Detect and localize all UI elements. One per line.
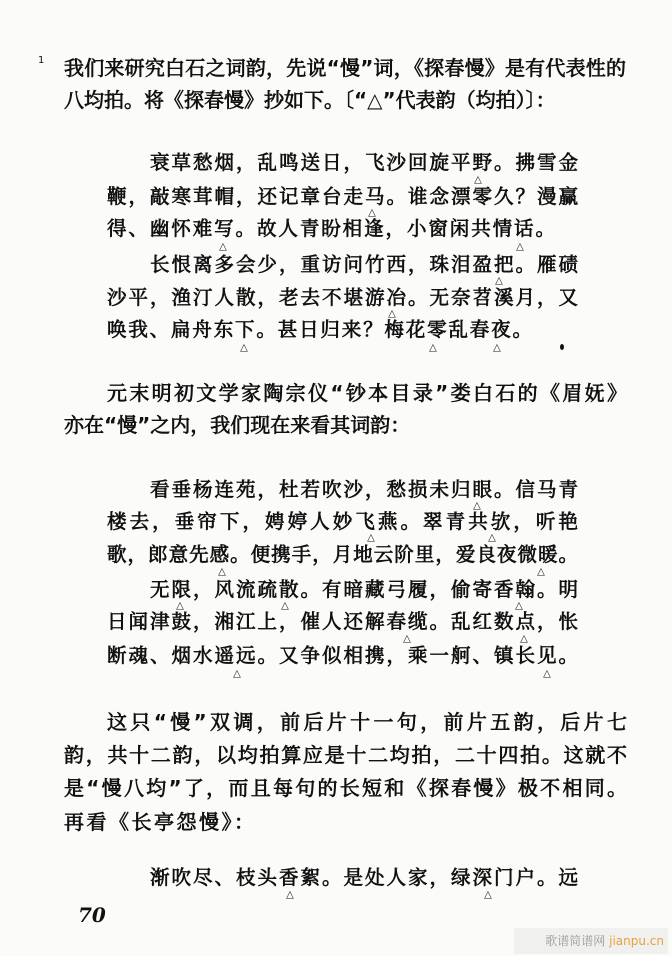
rhyme-marker-icon: △ bbox=[281, 600, 289, 612]
poem-line: 得、幽怀难写。故人青盼相逢，小窗闲共情话。 bbox=[107, 217, 555, 240]
rhyme-marker-icon: △ bbox=[233, 668, 241, 680]
paragraph-line: 这只“慢”双调，前后片十一句，前片五韵，后片七 bbox=[107, 710, 627, 734]
poem-line: 长恨离多会少，重访问竹西，珠泪盈把。雁碛 bbox=[150, 253, 578, 276]
paragraph-line: 八均拍。将《探春慢》抄如下。〔“△”代表韵（均拍）〕： bbox=[64, 88, 556, 112]
poem-line: 楼去，垂帘下，娉婷人妙飞燕。翠青共欤，听艳 bbox=[107, 510, 578, 533]
rhyme-marker-icon: △ bbox=[388, 308, 396, 320]
rhyme-marker-icon: △ bbox=[218, 566, 226, 578]
ink-speck bbox=[560, 344, 564, 350]
poem-line: 无限，风流疏散。有暗藏弓履，偷寄香翰。明 bbox=[150, 578, 578, 601]
rhyme-marker-icon: △ bbox=[367, 532, 375, 544]
rhyme-marker-icon: △ bbox=[286, 889, 294, 901]
rhyme-marker-icon: △ bbox=[403, 633, 411, 645]
rhyme-marker-icon: △ bbox=[176, 600, 184, 612]
rhyme-marker-icon: △ bbox=[515, 600, 523, 612]
poem-line: 衰草愁烟，乱鸣送日，飞沙回旋平野。拂雪金 bbox=[150, 151, 578, 174]
rhyme-marker-icon: △ bbox=[543, 668, 551, 680]
paragraph-line: 再看《长亭怨慢》： bbox=[64, 810, 254, 834]
poem-line: 鞭，敲寒茸帽，还记章台走马。谁念漂零久？漫赢 bbox=[107, 185, 578, 208]
rhyme-marker-icon: △ bbox=[240, 342, 248, 354]
paragraph-line: 亦在“慢”之内，我们现在来看其词韵： bbox=[64, 413, 411, 437]
watermark bbox=[514, 928, 668, 954]
paragraph-line: 是“慢八均”了，而且每句的长短和《探春慢》极不相同。 bbox=[64, 776, 627, 800]
rhyme-marker-icon: △ bbox=[429, 342, 437, 354]
poem-line: 看垂杨连苑，杜若吹沙，愁损未归眼。信马青 bbox=[150, 478, 578, 501]
rhyme-marker-icon: △ bbox=[537, 566, 545, 578]
watermark-site: 歌谱简谱网 bbox=[545, 934, 606, 948]
poem-line: 歌，郎意先感。便携手，月地云阶里，爱良夜微暖。 bbox=[107, 543, 578, 566]
rhyme-marker-icon: △ bbox=[520, 633, 528, 645]
rhyme-marker-icon: △ bbox=[495, 275, 503, 287]
rhyme-marker-icon: △ bbox=[488, 532, 496, 544]
paragraph-line: 韵，共十二韵，以均拍算应是十二均拍，二十四拍。这就不 bbox=[64, 743, 627, 767]
margin-note: 1 bbox=[38, 55, 45, 66]
paragraph-line: 元末明初文学家陶宗仪“钞本目录”娄白石的《眉妩》 bbox=[107, 381, 627, 405]
poem-line: 日闻津鼓，湘江上，催人还解春缆。乱红数点，怅 bbox=[107, 610, 578, 633]
page-number: 70 bbox=[78, 903, 106, 927]
rhyme-marker-icon: △ bbox=[473, 500, 481, 512]
rhyme-marker-icon: △ bbox=[516, 241, 524, 253]
rhyme-marker-icon: △ bbox=[493, 342, 501, 354]
rhyme-marker-icon: △ bbox=[219, 241, 227, 253]
paragraph-line: 我们来研究白石之词韵，先说“慢”词，《探春慢》是有代表性的 bbox=[64, 56, 626, 80]
poem-line: 沙平，渔汀人散，老去不堪游冶。无奈苕溪月，又 bbox=[107, 286, 578, 309]
poem-line: 渐吹尽、枝头香絮。是处人家，绿深门户。远 bbox=[150, 866, 578, 889]
watermark-url: jianpu.cn bbox=[609, 934, 664, 948]
rhyme-marker-icon: △ bbox=[484, 889, 492, 901]
rhyme-marker-icon: △ bbox=[474, 174, 482, 186]
poem-line: 断魂、烟水遥远。又争似相携，乘一舸、镇长见。 bbox=[107, 644, 578, 667]
poem-line: 唤我、扁舟东下。甚日归来？梅花零乱春夜。 bbox=[107, 318, 532, 341]
rhyme-marker-icon: △ bbox=[368, 207, 376, 219]
